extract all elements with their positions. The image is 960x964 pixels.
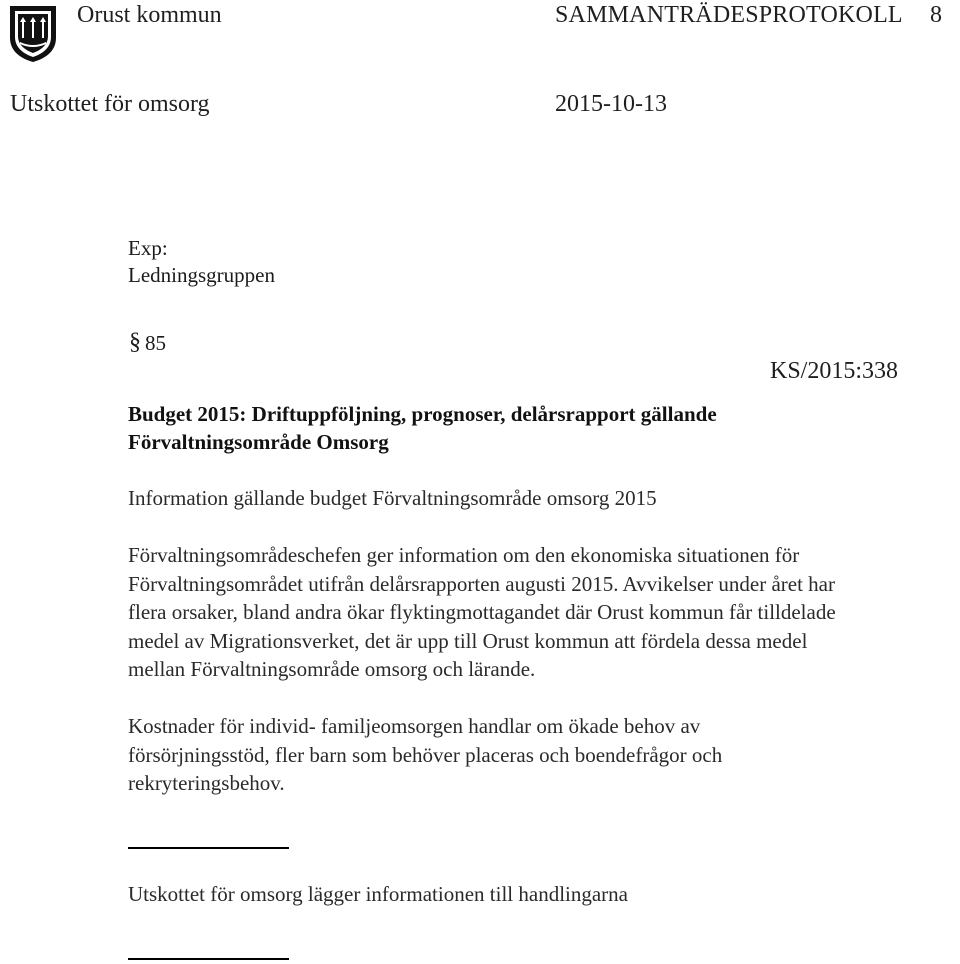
paragraph-line: medel av Migrationsverket, det är upp till Orust kommun att fördela dessa medel	[128, 628, 808, 653]
decision-text: Utskottet för omsorg lägger informationen till handlingarna	[128, 882, 629, 906]
document-type: SAMMANTRÄDESPROTOKOLL	[555, 2, 903, 28]
distribution-recipient: Ledningsgruppen	[128, 263, 275, 287]
paragraph-line: mellan Förvaltningsområde omsorg och lärande.	[128, 657, 536, 681]
distribution-label: Exp:	[128, 236, 168, 260]
meeting-date: 2015-10-13	[555, 91, 667, 117]
bottom-separator-line	[128, 958, 289, 960]
title-line-2: Förvaltningsområde Omsorg	[128, 430, 389, 454]
municipality-name: Orust kommun	[77, 2, 222, 28]
paragraph-line: flera orsaker, bland andra ökar flyktingmottagandet där Orust kommun får tilldelade	[128, 600, 836, 624]
title-line-1: Budget 2015: Driftuppföljning, prognoser, delårsrapport gällande	[128, 402, 717, 426]
paragraph-number: 85	[145, 331, 166, 355]
separator-line	[128, 847, 289, 849]
body-paragraph-2	[128, 712, 943, 798]
committee-name: Utskottet för omsorg	[10, 91, 210, 117]
subject-line: Information gällande budget Förvaltningsområde omsorg 2015	[128, 486, 657, 510]
paragraph-line: rekryteringsbehov.	[128, 771, 285, 795]
paragraph-line: Förvaltningsområdet utifrån delårsrapporten augusti 2015. Avvikelser under året har	[128, 571, 835, 596]
paragraph-line: Förvaltningsområdeschefen ger information om den ekonomiska situationen för	[128, 543, 800, 567]
paragraph-line: försörjningsstöd, fler barn som behöver placeras och boendefrågor och	[128, 742, 723, 767]
body-paragraph-1	[128, 541, 943, 684]
municipality-logo-icon	[6, 4, 60, 64]
paragraph-line: Kostnader för individ- familjeomsorgen handlar om ökade behov av	[128, 714, 701, 738]
case-number: KS/2015:338	[770, 358, 899, 384]
page-number: 8	[930, 2, 942, 28]
paragraph-symbol: §	[129, 329, 141, 355]
